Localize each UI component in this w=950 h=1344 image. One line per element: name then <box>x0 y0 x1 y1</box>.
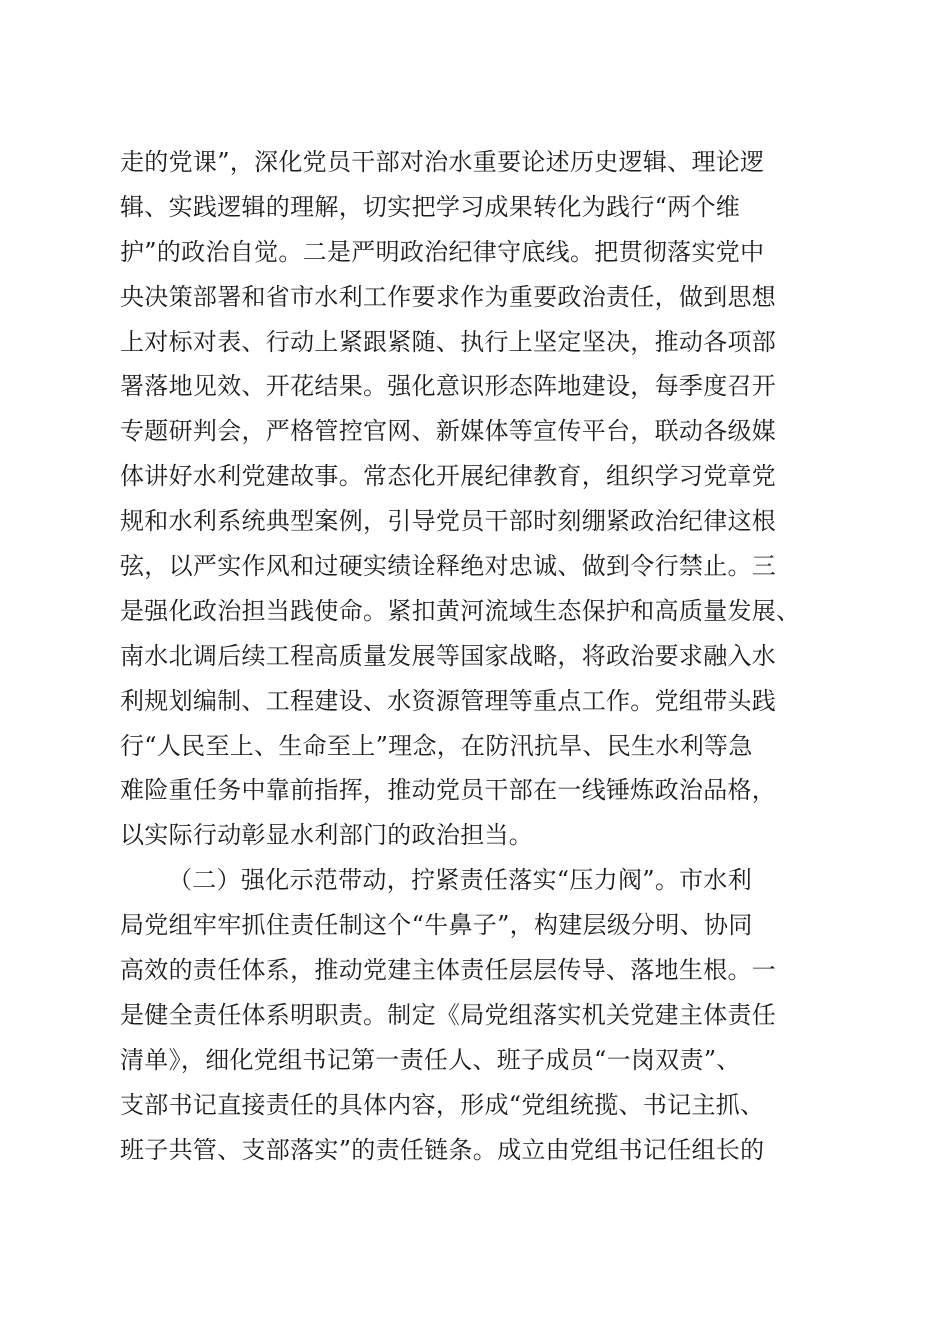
text-line: 以实际行动彰显水利部门的政治担当。 <box>120 821 534 850</box>
text-line: 专题研判会，严格管控官网、新媒体等宣传平台，联动各级媒 <box>120 417 777 446</box>
text-line: 上对标对表、行动上紧跟紧随、执行上坚定坚决，推动各项部 <box>120 327 777 356</box>
text-line: 清单》，细化党组书记第一责任人、班子成员“一岗双责”、 <box>120 1045 741 1074</box>
text-line: 班子共管、支部落实”的责任链条。成立由党组书记任组长的 <box>120 1135 765 1164</box>
text-line: 体讲好水利党建故事。常态化开展纪律教育，组织学习党章党 <box>120 462 777 491</box>
text-line: 辑、实践逻辑的理解，切实把学习成果转化为践行“两个维 <box>120 192 741 221</box>
text-line: 南水北调后续工程高质量发展等国家战略，将政治要求融入水 <box>120 641 777 670</box>
text-line: 局党组牢牢抓住责任制这个“牛鼻子”，构建层级分明、协同 <box>120 911 753 940</box>
text-line: 利规划编制、工程建设、水资源管理等重点工作。党组带头践 <box>120 686 777 715</box>
text-line: 是健全责任体系明职责。制定《局党组落实机关党建主体责任 <box>120 1000 777 1029</box>
text-line: 高效的责任体系，推动党建主体责任层层传导、落地生根。一 <box>120 956 777 985</box>
text-line: 规和水利系统典型案例，引导党员干部时刻绷紧政治纪律这根 <box>120 507 777 536</box>
text-line: 是强化政治担当践使命。紧扣黄河流域生态保护和高质量发展、 <box>120 596 801 625</box>
text-line: 护”的政治自觉。二是严明政治纪律守底线。把贯彻落实党中 <box>120 237 765 266</box>
body-text <box>120 140 850 1172</box>
text-line: 支部书记直接责任的具体内容，形成“党组统揽、书记主抓、 <box>120 1090 765 1119</box>
text-line: 央决策部署和省市水利工作要求作为重要政治责任，做到思想 <box>120 282 777 311</box>
text-line: 难险重任务中靠前指挥，推动党员干部在一线锤炼政治品格， <box>120 776 777 805</box>
section-heading-line: （二）强化示范带动，拧紧责任落实“压力阀”。市水利 <box>168 866 753 895</box>
text-line: 署落地见效、开花结果。强化意识形态阵地建设，每季度召开 <box>120 372 777 401</box>
text-line: 行“人民至上、生命至上”理念，在防汛抗旱、民生水利等急 <box>120 731 753 760</box>
text-line: 走的党课”，深化党员干部对治水重要论述历史逻辑、理论逻 <box>120 148 765 176</box>
text-line: 弦，以严实作风和过硬实绩诠释绝对忠诚、做到令行禁止。三 <box>120 552 777 581</box>
